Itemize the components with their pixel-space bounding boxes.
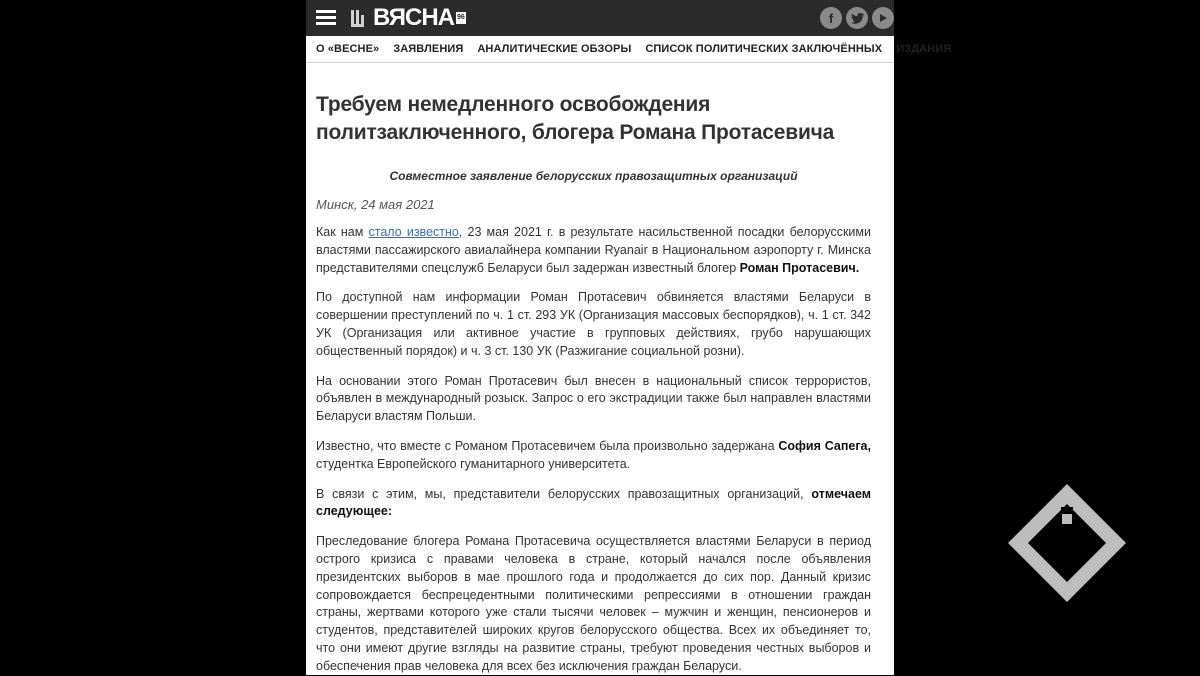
logo-text: ВЯСНА bbox=[373, 4, 454, 31]
p1-before-link: Как нам bbox=[316, 225, 369, 239]
article-title: Требуем немедленного освобождения политзаключенного, блогера Романа Протасевича bbox=[316, 93, 835, 144]
site-logo[interactable] bbox=[349, 5, 466, 31]
main-nav bbox=[306, 36, 952, 63]
youtube-icon[interactable] bbox=[872, 7, 894, 29]
twitter-icon[interactable] bbox=[846, 7, 868, 29]
logo-mark-icon bbox=[349, 7, 371, 29]
p5-text: В связи с этим, мы, представители белорусских правозащитных организаций, bbox=[316, 486, 812, 501]
p4-bold-name: София Сапега, bbox=[778, 438, 871, 453]
p5-bold: отмечаем следующее: bbox=[316, 486, 871, 519]
menu-icon[interactable] bbox=[316, 10, 336, 26]
article-subtitle: Совместное заявление белорусских правозащитных организаций bbox=[389, 169, 798, 183]
browser-page bbox=[306, 0, 952, 675]
article-paragraph-3: На основании этого Роман Протасевич был внесен в национальный список террористов, объявлен в международный розыск. Запрос о его экстрадиции также был направлен властями Беларуси властям Польши. bbox=[316, 373, 871, 424]
logo-badge: 96 bbox=[456, 12, 466, 24]
nav-item-analytics[interactable]: АНАЛИТИЧЕСКИЕ ОБЗОРЫ bbox=[477, 43, 632, 55]
p4-text: Известно, что вместе с Романом Протасевичем была произвольно задержана bbox=[316, 438, 779, 453]
article-paragraph-2: По доступной нам информации Роман Протасевич обвиняется властями Беларуси в совершении преступлений по ч. 1 ст. 293 УК (Организация массовых беспорядков), ч. 1 ст. 342 УК (Организация или активное участие в групповых действиях, грубо нарушающих общественный порядок) и ч. 3 ст. 130 УК (Разжигание социальной розни). bbox=[316, 290, 871, 358]
article-dateline: Минск, 24 мая 2021 bbox=[316, 197, 435, 212]
p4-end: студентка Европейского гуманитарного университета. bbox=[316, 456, 631, 471]
source-link[interactable]: стало известно bbox=[368, 225, 459, 239]
nav-item-publications[interactable]: ИЗДАНИЯ bbox=[896, 43, 952, 55]
article-paragraph-4 bbox=[316, 438, 871, 474]
article-paragraph-1 bbox=[316, 224, 871, 277]
facebook-icon[interactable]: f bbox=[820, 7, 842, 29]
article-paragraph-6: Преследование блогера Романа Протасевича осуществляется властями Беларуси в период острого кризиса с правами человека в стране, который начался после объявления президентских выборов в мае прошлого года и продолжается до сих пор. Данный кризис сопровождается беспрецедентными политическими репрессиями в отношении граждан страны, жертвами которого уже стали тысячи человек – мужчин и женщин, пенсионеров и студентов, представителей широких кругов белорусского общества. Всех их объединяет то, что они имеют другие взгляды на развитие страны, требуют проведения честных выборов и обеспечения прав человека для всех без исключения граждан Беларуси. bbox=[316, 534, 871, 673]
article-paragraph-5 bbox=[316, 486, 871, 522]
p1-bold-name: Роман Протасевич. bbox=[739, 260, 860, 275]
watermark-logo-icon bbox=[1004, 480, 1130, 606]
site-header bbox=[306, 0, 894, 36]
article bbox=[306, 91, 894, 676]
p1-text: , 23 мая 2021 г. в результате насильственной посадки белорусскими властями пассажирского авиалайнера компании Ryanair в Национальном аэропорту г. Минска представителями спецслужб Беларуси был задержан известный блогер bbox=[316, 225, 871, 275]
social-links bbox=[820, 7, 894, 29]
nav-item-about[interactable]: О «ВЕСНЕ» bbox=[316, 43, 380, 55]
nav-item-political-prisoners[interactable]: СПИСОК ПОЛИТИЧЕСКИХ ЗАКЛЮЧЁННЫХ bbox=[645, 43, 883, 55]
nav-item-statements[interactable]: ЗАЯВЛЕНИЯ bbox=[393, 43, 464, 55]
